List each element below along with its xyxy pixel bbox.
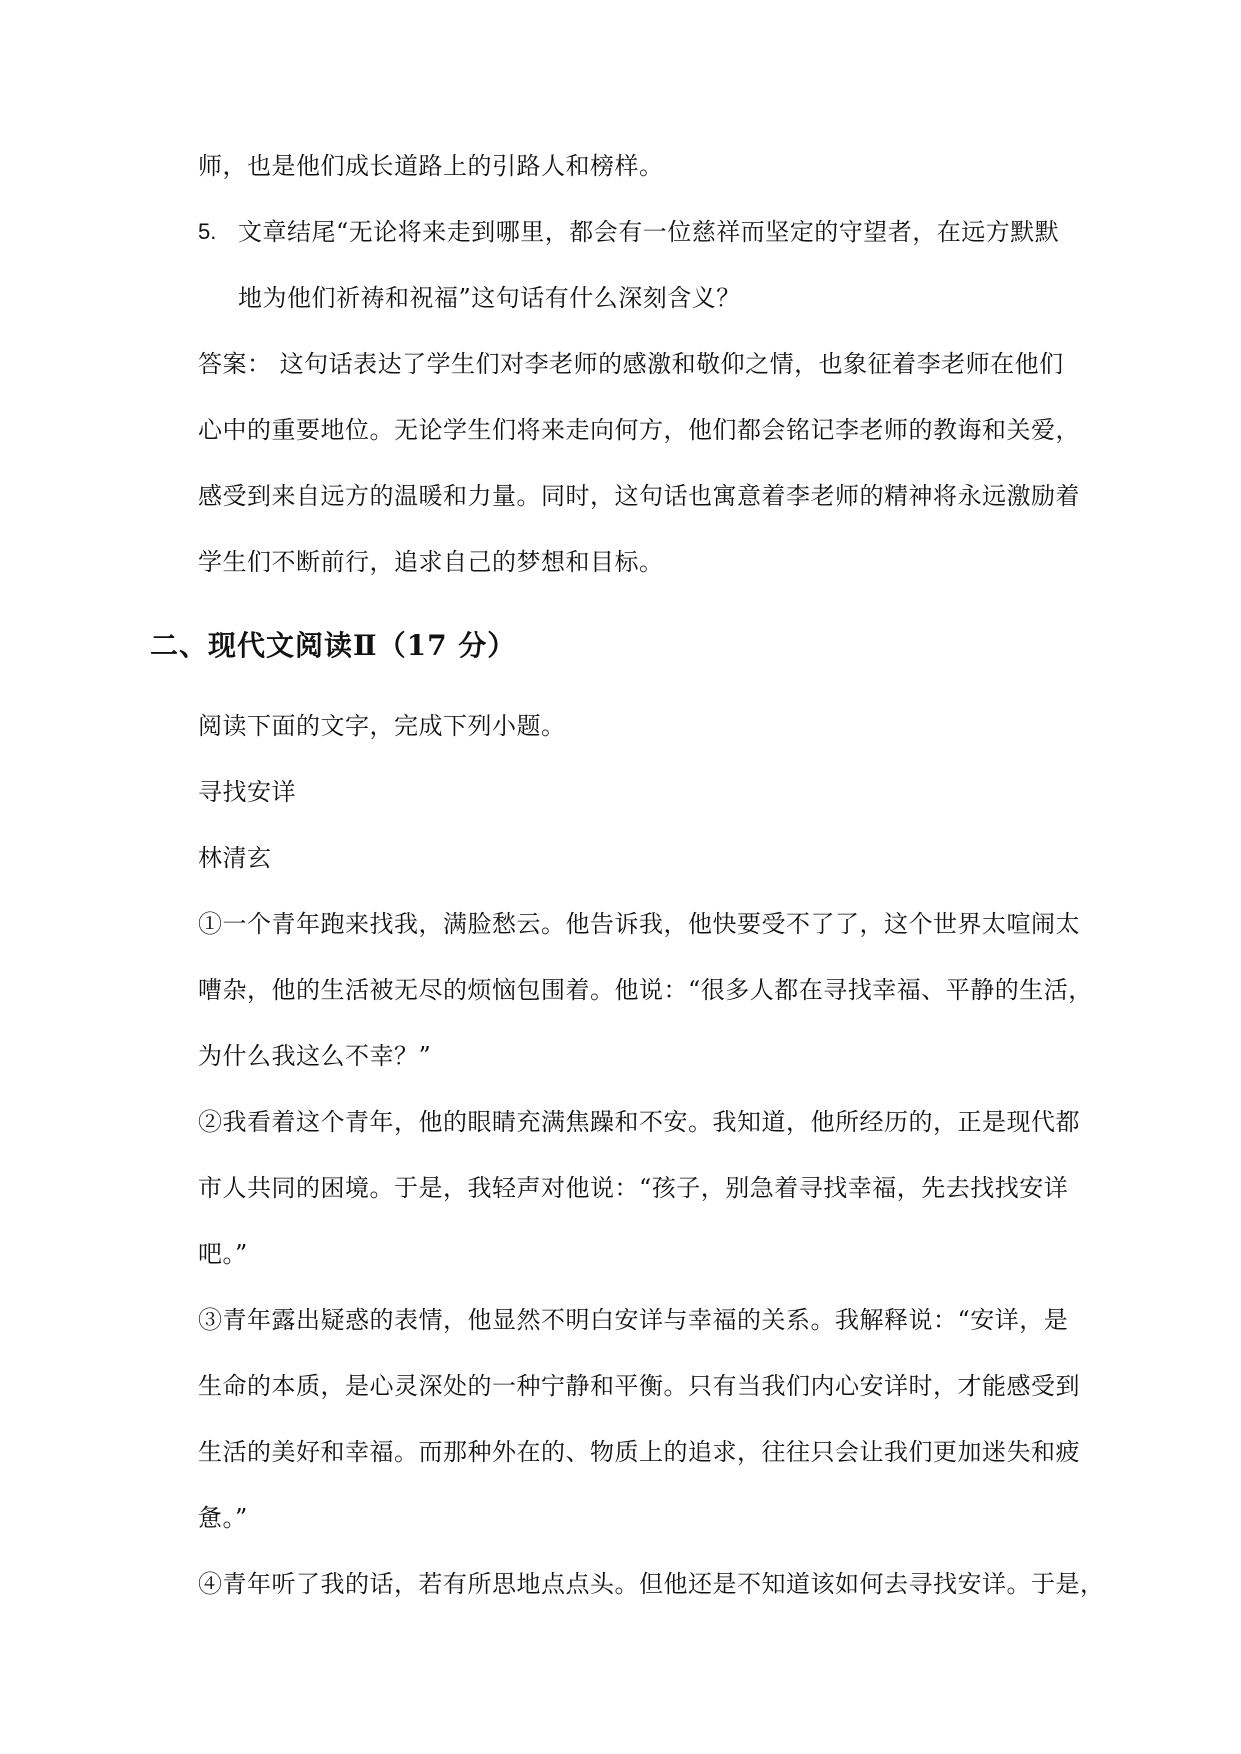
section-heading: 二、现代文阅读Ⅱ（17 分） bbox=[150, 629, 517, 662]
question-text-line-1: 文章结尾“无论将来走到哪里，都会有一位慈祥而坚定的守望者，在远方默默 bbox=[238, 218, 1060, 246]
answer-line-4: 学生们不断前行，追求自己的梦想和目标。 bbox=[198, 548, 664, 576]
paragraph-3-line-2: 生命的本质，是心灵深处的一种宁静和平衡。只有当我们内心安详时，才能感受到 bbox=[198, 1372, 1080, 1400]
paragraph-1-line-2: 嘈杂，他的生活被无尽的烦恼包围着。他说：“很多人都在寻找幸福、平静的生活， bbox=[198, 976, 1093, 1004]
answer-line-2: 心中的重要地位。无论学生们将来走向何方，他们都会铭记李老师的教诲和关爱， bbox=[198, 416, 1080, 444]
paragraph-2-line-3: 吧。” bbox=[198, 1240, 248, 1268]
question-text-line-2: 地为他们祈祷和祝福”这句话有什么深刻含义？ bbox=[238, 284, 741, 312]
paragraph-2-line-2: 市人共同的困境。于是，我轻声对他说：“孩子，别急着寻找幸福，先去找找安详 bbox=[198, 1174, 1069, 1202]
paragraph-3-line-3: 生活的美好和幸福。而那种外在的、物质上的追求，往往只会让我们更加迷失和疲 bbox=[198, 1438, 1080, 1466]
paragraph-2-line-1: ②我看着这个青年，他的眼睛充满焦躁和不安。我知道，他所经历的，正是现代都 bbox=[198, 1108, 1080, 1136]
article-author: 林清玄 bbox=[198, 844, 272, 872]
answer-line-3: 感受到来自远方的温暖和力量。同时，这句话也寓意着李老师的精神将永远激励着 bbox=[198, 482, 1080, 510]
paragraph-1-line-3: 为什么我这么不幸？” bbox=[198, 1042, 432, 1070]
paragraph-3-line-4: 惫。” bbox=[198, 1504, 248, 1532]
reading-instruction: 阅读下面的文字，完成下列小题。 bbox=[198, 712, 566, 740]
previous-answer-tail: 师，也是他们成长道路上的引路人和榜样。 bbox=[198, 152, 664, 180]
paragraph-3-line-1: ③青年露出疑惑的表情，他显然不明白安详与幸福的关系。我解释说：“安详，是 bbox=[198, 1306, 1069, 1334]
question-number: 5. bbox=[198, 219, 217, 244]
paragraph-1-line-1: ①一个青年跑来找我，满脸愁云。他告诉我，他快要受不了了，这个世界太喧闹太 bbox=[198, 910, 1080, 938]
paragraph-4-line-1: ④青年听了我的话，若有所思地点点头。但他还是不知道该如何去寻找安详。于是， bbox=[198, 1570, 1105, 1598]
answer-line-1: 答案： 这句话表达了学生们对李老师的感激和敬仰之情，也象征着李老师在他们 bbox=[198, 350, 1064, 378]
article-title: 寻找安详 bbox=[198, 778, 296, 806]
